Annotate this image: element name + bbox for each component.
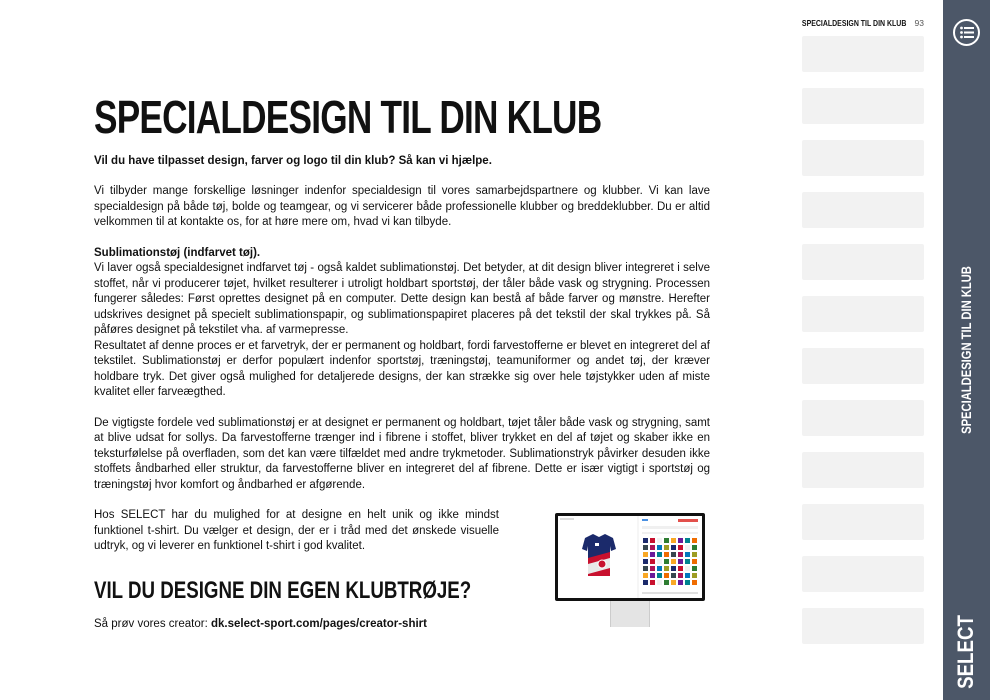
chapter-sidebar [943, 0, 990, 700]
creator-monitor-image [555, 513, 705, 627]
color-swatch [671, 545, 676, 550]
intro-paragraph: Vi tilbyder mange forskellige løsninger indenfor specialdesign til vores samarbejdspartnere og klubber. Vi kan lave specialdesign på både tøj, bolde og teamgear, og vi servicerer både professionelle klubber og breddeklubber. Du er altid velkommen til at kontakte os, for at høre mere om, hvad vi kan tilbyde. [94, 185, 710, 228]
page-title: SPECIALDESIGN TIL DIN KLUB [94, 91, 602, 143]
color-swatch [664, 552, 669, 557]
color-swatch [643, 538, 648, 543]
chapter-tab[interactable] [802, 556, 924, 592]
sublimation-heading: Sublimationstøj (indfarvet tøj). [94, 246, 261, 259]
color-swatch [657, 538, 662, 543]
menu-list-icon[interactable] [953, 19, 980, 46]
color-swatch [657, 559, 662, 564]
section-title: VIL DU DESIGNE DIN EGEN KLUBTRØJE? [94, 576, 472, 604]
color-swatch [692, 559, 697, 564]
color-swatch [692, 545, 697, 550]
chapter-tab[interactable] [802, 400, 924, 436]
color-swatch [685, 580, 690, 585]
color-swatch [643, 545, 648, 550]
chapter-tab[interactable] [802, 348, 924, 384]
color-swatch [685, 552, 690, 557]
color-swatch [685, 545, 690, 550]
color-swatch [692, 580, 697, 585]
sublimation-result-paragraph: Resultatet af denne proces er et farvetryk, der er permanent og holdbart, fordi farvestofferne er blevet en integreret del af tekstilet. Sublimationstøj er derfor populært indenfor sportstøj, træningstøj, teamuniformer og andet tøj, der kræver holdbare tryk. Det giver også mulighed for detaljerede designs, der kan strække sig over hele tøjstykker uden af miste kvalitet eller farveægthed. [94, 339, 710, 398]
color-swatch [650, 545, 655, 550]
chapter-tab[interactable] [802, 192, 924, 228]
color-swatch [650, 552, 655, 557]
color-swatch [678, 580, 683, 585]
chapter-tab[interactable] [802, 608, 924, 644]
color-swatch [657, 566, 662, 571]
color-swatch [657, 573, 662, 578]
color-swatch [650, 559, 655, 564]
color-swatch [678, 559, 683, 564]
color-swatch [685, 538, 690, 543]
color-swatch [678, 552, 683, 557]
color-swatch [664, 573, 669, 578]
color-swatch [643, 566, 648, 571]
color-swatch [685, 573, 690, 578]
color-swatch [692, 538, 697, 543]
monitor-screen [555, 513, 705, 601]
chapter-tab[interactable] [802, 296, 924, 332]
page-number: 93 [914, 18, 924, 28]
color-swatch [650, 566, 655, 571]
chapter-tab[interactable] [802, 504, 924, 540]
color-swatch [650, 538, 655, 543]
color-swatch [657, 545, 662, 550]
color-swatch [643, 552, 648, 557]
lead-text: Vil du have tilpasset design, farver og logo til din klub? Så kan vi hjælpe. [94, 155, 492, 167]
color-swatch [664, 566, 669, 571]
unique-paragraph: Hos SELECT har du mulighed for at designe en helt unik og ikke mindst funktionel t-shirt. Du vælger et design, der er i tråd med det ønskede visuelle udtryk, og vi leverer en funktionel t-shirt i god kvalitet. [94, 509, 499, 552]
header-title: SPECIALDESIGN TIL DIN KLUB [802, 18, 907, 28]
color-swatch [685, 559, 690, 564]
color-swatch [671, 573, 676, 578]
color-swatch [643, 559, 648, 564]
color-swatch [657, 552, 662, 557]
color-swatch [657, 580, 662, 585]
shirt-creator-preview [558, 516, 702, 598]
chapter-tab[interactable] [802, 36, 924, 72]
sublimation-paragraph: Vi laver også specialdesignet indfarvet tøj - også kaldet sublimationstøj. Det betyder, at dit design bliver integreret i selve stoffet, når vi producerer tøjet, hvilket resulterer i utroligt holdbart sportstøj, der tåler både vask og strygning. Processen fungerer således: Først oprettes designet på en computer. Dette design kan bestå af både farver og mønstre. Herefter udskrives designet på specielt sublimationspapir, og sublimationspapiret placeres på det tekstil der skal trykkes på. Så påføres designet på tekstilet vha. af varmepresse. [94, 262, 710, 336]
color-swatch [671, 566, 676, 571]
color-swatch [664, 545, 669, 550]
color-swatch [692, 566, 697, 571]
page-header [779, 18, 924, 28]
color-swatch [643, 573, 648, 578]
select-logo: SELECT [953, 615, 978, 689]
color-swatch [678, 573, 683, 578]
monitor-stand [610, 601, 650, 627]
chapter-tabs [802, 36, 924, 660]
color-swatch [692, 573, 697, 578]
sidebar-vertical-title: SPECIALDESIGN TIL DIN KLUB [958, 266, 974, 434]
color-swatch [692, 552, 697, 557]
color-swatch [650, 573, 655, 578]
color-swatch [671, 580, 676, 585]
color-swatch [650, 580, 655, 585]
chapter-tab[interactable] [802, 452, 924, 488]
color-swatch [671, 552, 676, 557]
cta-prefix: Så prøv vores creator: [94, 617, 211, 630]
color-swatch [685, 566, 690, 571]
color-swatch [671, 538, 676, 543]
color-swatch [664, 538, 669, 543]
chapter-tab[interactable] [802, 244, 924, 280]
color-swatch [664, 580, 669, 585]
color-swatch [643, 580, 648, 585]
color-swatch [678, 538, 683, 543]
chapter-tab[interactable] [802, 88, 924, 124]
color-swatch [678, 566, 683, 571]
color-swatch [664, 559, 669, 564]
advantages-paragraph: De vigtigste fordele ved sublimationstøj er at designet er permanent og holdbart, tøjet tåler både vask og strygning, samt at blive udsat for sollys. Da farvestofferne trænger ind i fibrene i stoffet, bliver trykket en del af tøjet og skaber ikke en teksturfølelse på overfladen, som det kan være tilfældet med andre trykmetoder. Sublimationstryk påvirker desuden ikke stoffets åndbarhed eller struktur, da farvestofferne bliver en integreret del af fibrene. Dette er især vigtigt i sportstøj og træningstøj hvor komfort og åndbarhed er afgørende. [94, 416, 710, 491]
color-swatch [678, 545, 683, 550]
creator-link[interactable]: dk.select-sport.com/pages/creator-shirt [210, 617, 427, 630]
color-swatch [671, 559, 676, 564]
chapter-tab[interactable] [802, 140, 924, 176]
